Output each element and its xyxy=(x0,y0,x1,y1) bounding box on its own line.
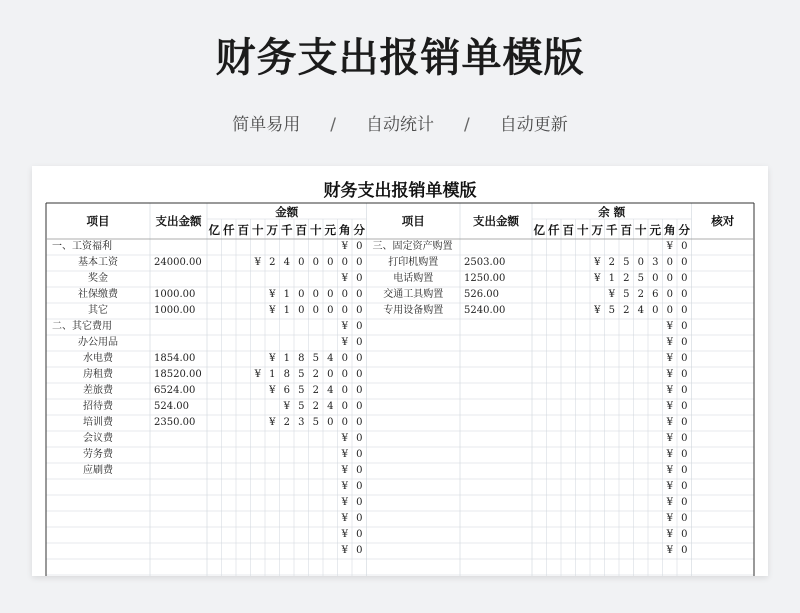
left-row-digit: 0 xyxy=(356,401,363,412)
left-row-digit: 0 xyxy=(312,289,319,300)
col-header-balance-group: 余 额 xyxy=(598,205,626,219)
left-row-digit: 0 xyxy=(356,449,363,460)
digit-unit-header: 千 xyxy=(606,223,618,237)
right-row-digit: ¥ xyxy=(666,401,673,412)
right-row-digit: 5 xyxy=(637,273,644,284)
col-header-amount-group: 金额 xyxy=(275,205,299,219)
digit-unit-header: 十 xyxy=(310,223,322,237)
left-row-digit: 0 xyxy=(341,305,348,316)
left-row-item: 其它 xyxy=(88,305,108,316)
left-row-amount: 2350.00 xyxy=(154,417,196,428)
left-row-digit: 4 xyxy=(327,353,334,364)
right-row-digit: ¥ xyxy=(666,321,673,332)
left-row-item: 房租费 xyxy=(83,369,113,380)
digit-unit-header: 百 xyxy=(237,223,249,237)
left-row-item: 应刷费 xyxy=(83,465,113,476)
left-row-digit: 0 xyxy=(298,257,305,268)
left-row-amount: 1000.00 xyxy=(154,305,196,316)
left-row-digit: 0 xyxy=(356,337,363,348)
left-row-digit: 2 xyxy=(312,369,319,380)
digit-unit-header: 万 xyxy=(266,223,278,237)
left-row-digit: 2 xyxy=(312,385,319,396)
left-row-item: 办公用品 xyxy=(78,337,118,348)
right-row-digit: 0 xyxy=(681,417,688,428)
left-row-digit: 0 xyxy=(312,257,319,268)
right-row-digit: 0 xyxy=(652,273,659,284)
digit-unit-header: 亿 xyxy=(533,223,545,237)
right-row-digit: 0 xyxy=(681,433,688,444)
digit-unit-header: 角 xyxy=(664,223,676,237)
left-row-digit: 0 xyxy=(356,417,363,428)
right-row-item: 三、固定资产购置 xyxy=(372,241,453,252)
page-title: 财务支出报销单模版 xyxy=(215,35,585,81)
sheet-title: 财务支出报销单模版 xyxy=(323,181,477,201)
left-row-digit: 5 xyxy=(312,353,319,364)
subtitle-item: 简单易用 xyxy=(232,115,301,135)
digit-unit-header: 亿 xyxy=(208,223,220,237)
left-row-digit: 1 xyxy=(283,289,290,300)
left-row-digit: 0 xyxy=(356,353,363,364)
right-row-digit: ¥ xyxy=(666,385,673,396)
left-row-digit: 0 xyxy=(356,305,363,316)
left-row-digit: 0 xyxy=(312,305,319,316)
left-row-digit: 0 xyxy=(356,433,363,444)
left-row-digit: ¥ xyxy=(341,321,348,332)
left-row-digit: ¥ xyxy=(269,305,276,316)
left-row-digit: 5 xyxy=(298,385,305,396)
right-row-digit: ¥ xyxy=(666,353,673,364)
left-row-item: 差旅费 xyxy=(83,385,113,396)
left-row-digit: 0 xyxy=(356,481,363,492)
right-row-digit: 0 xyxy=(681,385,688,396)
subtitle-item: 自动更新 xyxy=(499,115,568,135)
left-row-digit: 0 xyxy=(327,417,334,428)
right-row-item: 专用设备购置 xyxy=(383,305,444,316)
right-row-amount: 1250.00 xyxy=(464,273,506,284)
right-row-digit: ¥ xyxy=(666,481,673,492)
digit-unit-header: 元 xyxy=(324,223,336,237)
right-row-digit: 0 xyxy=(681,497,688,508)
page-subtitle xyxy=(0,113,800,137)
left-row-digit: ¥ xyxy=(341,337,348,348)
right-row-digit: 3 xyxy=(652,257,659,268)
left-row-digit: ¥ xyxy=(254,369,261,380)
left-row-digit: 0 xyxy=(356,545,363,556)
right-row-digit: 6 xyxy=(652,289,659,300)
left-row-digit: 0 xyxy=(356,241,363,252)
right-row-digit: ¥ xyxy=(666,513,673,524)
right-row-digit: ¥ xyxy=(608,289,615,300)
right-row-digit: 1 xyxy=(608,273,615,284)
left-row-digit: 0 xyxy=(356,369,363,380)
left-row-digit: ¥ xyxy=(341,481,348,492)
left-row-amount: 1854.00 xyxy=(154,353,196,364)
right-row-digit: 0 xyxy=(681,513,688,524)
left-row-digit: 6 xyxy=(283,385,290,396)
col-header-item: 项目 xyxy=(86,214,110,228)
right-row-digit: 0 xyxy=(666,257,673,268)
digit-unit-header: 百 xyxy=(620,223,632,237)
right-row-digit: ¥ xyxy=(666,241,673,252)
right-row-digit: 0 xyxy=(637,257,644,268)
left-row-digit: 1 xyxy=(283,305,290,316)
right-row-amount: 5240.00 xyxy=(464,305,506,316)
left-row-item: 一、工资福利 xyxy=(52,241,112,252)
subtitle-item: 自动统计 xyxy=(366,115,434,135)
left-row-item: 培训费 xyxy=(83,417,113,428)
left-row-digit: 0 xyxy=(327,289,334,300)
digit-unit-header: 仟 xyxy=(548,223,560,237)
left-row-digit: 2 xyxy=(269,257,276,268)
right-row-digit: 0 xyxy=(666,305,673,316)
left-row-digit: 4 xyxy=(327,401,334,412)
left-row-digit: ¥ xyxy=(341,433,348,444)
right-row-digit: ¥ xyxy=(666,337,673,348)
left-row-amount: 6524.00 xyxy=(154,385,196,396)
left-row-digit: 0 xyxy=(341,401,348,412)
left-row-digit: 0 xyxy=(356,497,363,508)
right-row-item: 电话购置 xyxy=(393,273,434,284)
left-row-digit: 3 xyxy=(298,417,305,428)
digit-unit-header: 元 xyxy=(649,223,661,237)
right-row-digit: ¥ xyxy=(666,529,673,540)
left-row-digit: 5 xyxy=(298,369,305,380)
left-row-digit: 0 xyxy=(298,289,305,300)
left-row-digit: 0 xyxy=(341,417,348,428)
left-row-digit: ¥ xyxy=(341,497,348,508)
left-row-digit: 4 xyxy=(283,257,290,268)
right-row-digit: ¥ xyxy=(594,257,601,268)
left-row-digit: 0 xyxy=(356,529,363,540)
col-header-amount: 支出金额 xyxy=(473,214,519,228)
left-row-item: 水电费 xyxy=(83,353,113,364)
left-row-digit: ¥ xyxy=(269,385,276,396)
right-row-amount: 2503.00 xyxy=(464,257,506,268)
right-row-digit: ¥ xyxy=(666,497,673,508)
right-row-digit: 0 xyxy=(666,289,673,300)
right-row-digit: ¥ xyxy=(666,465,673,476)
subtitle-separator: / xyxy=(330,115,336,135)
left-row-digit: 0 xyxy=(341,369,348,380)
left-row-digit: 2 xyxy=(312,401,319,412)
left-row-digit: ¥ xyxy=(341,241,348,252)
left-row-digit: 0 xyxy=(341,353,348,364)
left-row-digit: 0 xyxy=(356,385,363,396)
left-row-digit: ¥ xyxy=(341,529,348,540)
right-row-digit: ¥ xyxy=(666,369,673,380)
spreadsheet-preview xyxy=(32,166,768,576)
right-row-digit: 0 xyxy=(652,305,659,316)
digit-unit-header: 百 xyxy=(295,223,307,237)
digit-unit-header: 千 xyxy=(281,223,293,237)
left-row-digit: 4 xyxy=(327,385,334,396)
right-row-digit: 0 xyxy=(681,353,688,364)
left-row-digit: 1 xyxy=(269,369,276,380)
right-row-digit: ¥ xyxy=(594,273,601,284)
left-row-digit: ¥ xyxy=(341,273,348,284)
right-row-digit: 2 xyxy=(623,273,630,284)
right-row-digit: 0 xyxy=(681,273,688,284)
left-row-digit: 2 xyxy=(283,417,290,428)
left-row-item: 基本工资 xyxy=(78,257,118,268)
right-row-digit: 0 xyxy=(681,337,688,348)
left-row-digit: ¥ xyxy=(341,513,348,524)
left-row-digit: 0 xyxy=(298,305,305,316)
digit-unit-header: 分 xyxy=(678,223,690,237)
left-row-digit: 0 xyxy=(356,257,363,268)
left-row-digit: 0 xyxy=(356,273,363,284)
col-header-amount: 支出金额 xyxy=(155,214,202,228)
right-row-digit: ¥ xyxy=(594,305,601,316)
right-row-digit: 4 xyxy=(637,305,644,316)
digit-unit-header: 百 xyxy=(562,223,574,237)
left-row-digit: ¥ xyxy=(283,401,290,412)
left-row-digit: ¥ xyxy=(269,353,276,364)
left-row-item: 社保缴费 xyxy=(78,289,118,300)
left-row-digit: ¥ xyxy=(269,417,276,428)
left-row-digit: 0 xyxy=(356,289,363,300)
right-row-digit: 2 xyxy=(608,257,615,268)
right-row-digit: ¥ xyxy=(666,417,673,428)
right-row-digit: 0 xyxy=(681,289,688,300)
left-row-item: 招待费 xyxy=(83,401,113,412)
right-row-digit: 0 xyxy=(681,481,688,492)
right-row-digit: 0 xyxy=(681,545,688,556)
left-row-digit: 8 xyxy=(283,369,290,380)
left-row-amount: 18520.00 xyxy=(154,369,202,380)
digit-unit-header: 仟 xyxy=(223,223,235,237)
right-row-digit: 0 xyxy=(681,257,688,268)
left-row-digit: 0 xyxy=(327,369,334,380)
right-row-digit: 5 xyxy=(623,289,630,300)
left-row-digit: 0 xyxy=(356,513,363,524)
left-row-digit: 0 xyxy=(327,305,334,316)
left-row-digit: 0 xyxy=(327,257,334,268)
col-header-check: 核对 xyxy=(711,214,735,228)
left-row-digit: ¥ xyxy=(341,465,348,476)
left-row-digit: 8 xyxy=(298,353,305,364)
left-row-digit: 0 xyxy=(341,257,348,268)
left-row-item: 劳务费 xyxy=(83,449,113,460)
digit-unit-header: 万 xyxy=(591,223,603,237)
right-row-digit: ¥ xyxy=(666,545,673,556)
left-row-amount: 524.00 xyxy=(154,401,189,412)
digit-unit-header: 十 xyxy=(577,223,589,237)
left-row-item: 奖金 xyxy=(88,273,108,284)
digit-unit-header: 十 xyxy=(635,223,647,237)
digit-unit-header: 十 xyxy=(252,223,264,237)
digit-unit-header: 分 xyxy=(353,223,365,237)
right-row-digit: 2 xyxy=(623,305,630,316)
left-row-digit: 0 xyxy=(356,321,363,332)
right-row-digit: 0 xyxy=(681,449,688,460)
right-row-digit: 0 xyxy=(681,465,688,476)
left-row-digit: 5 xyxy=(298,401,305,412)
right-row-digit: 5 xyxy=(623,257,630,268)
right-row-digit: ¥ xyxy=(666,433,673,444)
left-row-digit: 5 xyxy=(312,417,319,428)
left-row-amount: 24000.00 xyxy=(154,257,202,268)
right-row-digit: 2 xyxy=(637,289,644,300)
right-row-item: 打印机购置 xyxy=(388,257,439,268)
right-row-digit: 0 xyxy=(681,529,688,540)
digit-unit-header: 角 xyxy=(339,223,351,237)
right-row-digit: ¥ xyxy=(666,449,673,460)
left-row-digit: ¥ xyxy=(254,257,261,268)
right-row-digit: 0 xyxy=(681,241,688,252)
left-row-digit: 0 xyxy=(341,385,348,396)
right-row-digit: 5 xyxy=(608,305,615,316)
left-row-digit: 0 xyxy=(341,289,348,300)
left-row-item: 会议费 xyxy=(83,433,113,444)
left-row-item: 二、其它费用 xyxy=(52,321,112,332)
col-header-item: 项目 xyxy=(401,214,425,228)
right-row-amount: 526.00 xyxy=(464,289,499,300)
left-row-digit: ¥ xyxy=(341,449,348,460)
left-row-digit: ¥ xyxy=(269,289,276,300)
left-row-amount: 1000.00 xyxy=(154,289,196,300)
left-row-digit: ¥ xyxy=(341,545,348,556)
left-row-digit: 0 xyxy=(356,465,363,476)
right-row-digit: 0 xyxy=(681,369,688,380)
right-row-digit: 0 xyxy=(681,401,688,412)
subtitle-separator: / xyxy=(464,115,470,135)
right-row-item: 交通工具购置 xyxy=(383,289,444,300)
right-row-digit: 0 xyxy=(681,305,688,316)
right-row-digit: 0 xyxy=(666,273,673,284)
left-row-digit: 1 xyxy=(283,353,290,364)
right-row-digit: 0 xyxy=(681,321,688,332)
